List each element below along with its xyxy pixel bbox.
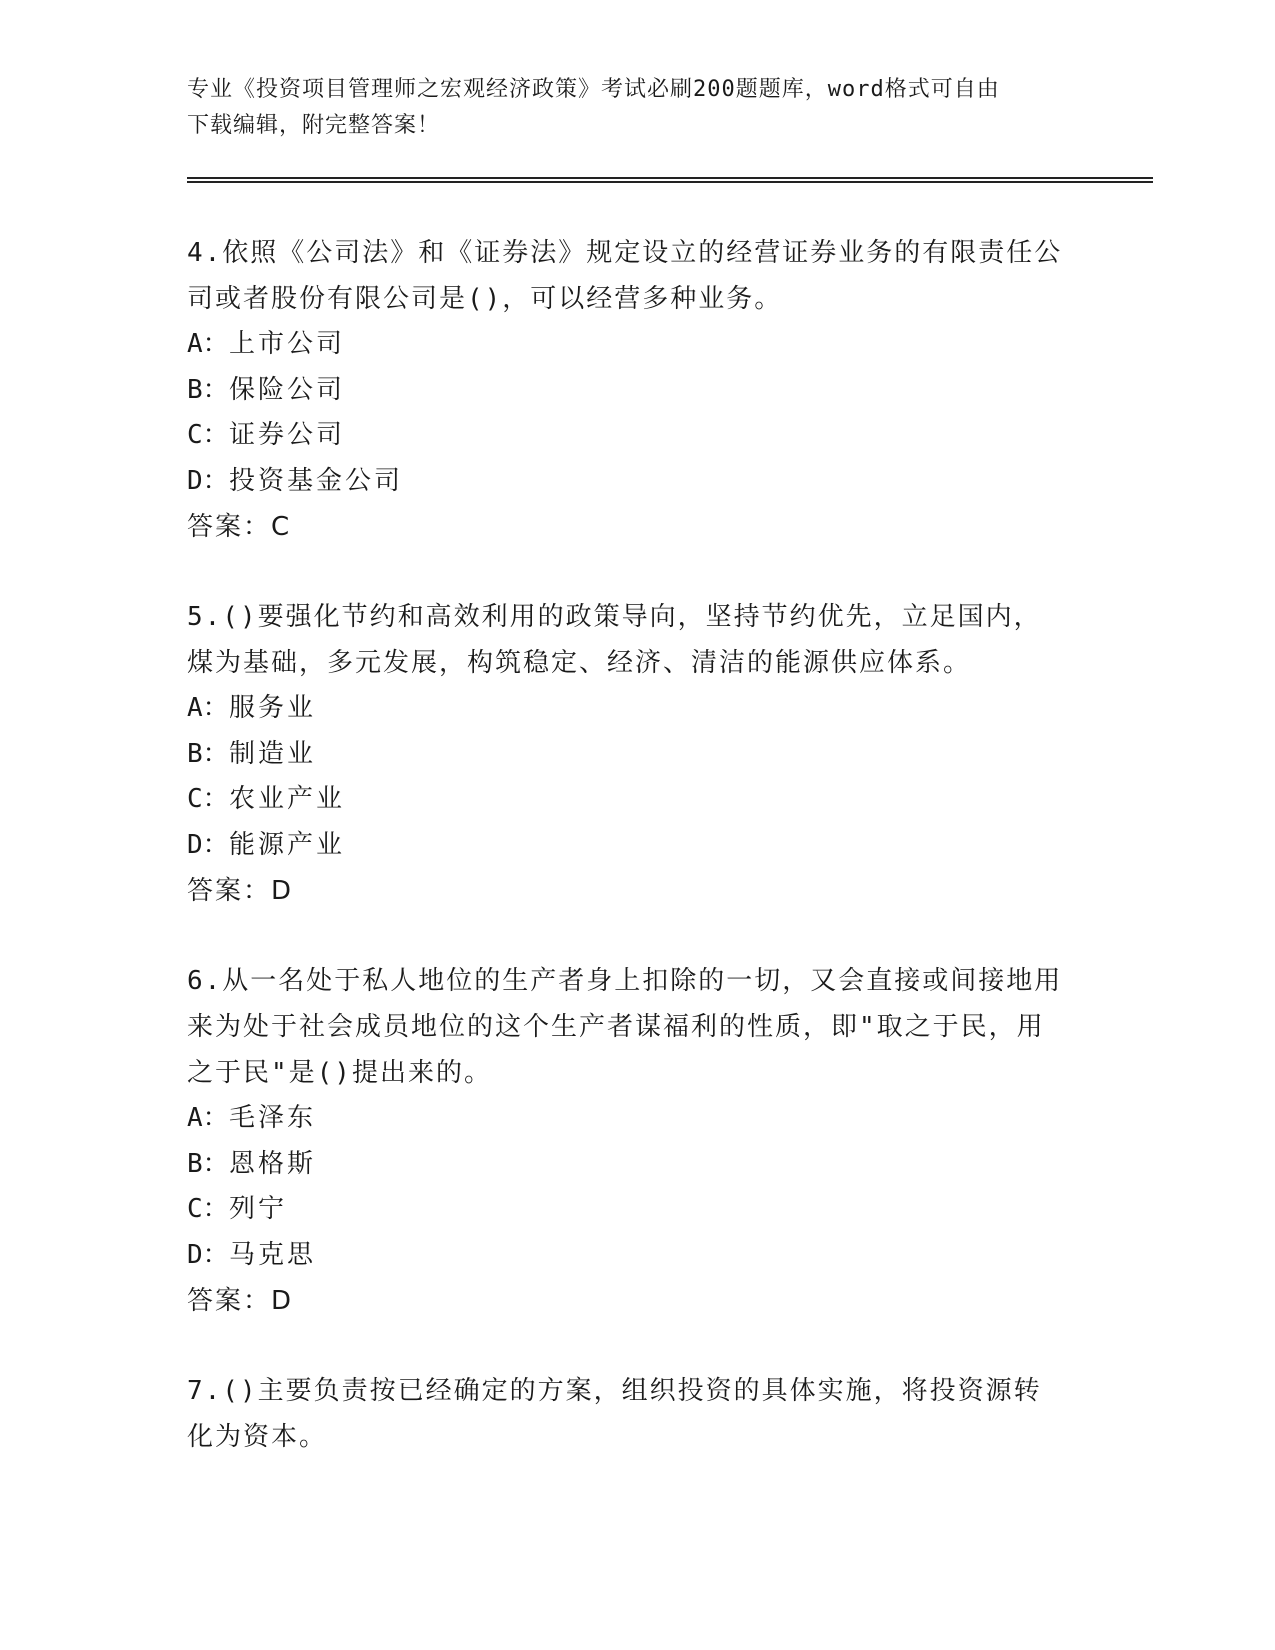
question-stem: 5.()要强化节约和高效利用的政策导向，坚持节约优先，立足国内，煤为基础，多元发展，构筑稳定、经济、清洁的能源供应体系。 (187, 602, 1042, 678)
question-stem: 6.从一名处于私人地位的生产者身上扣除的一切，又会直接或间接地用来为处于社会成员地位的这个生产者谋福利的性质，即"取之于民，用之于民"是()提出来的。 (187, 966, 1063, 1088)
question-6 (187, 958, 1067, 1324)
header-line-1: 专业《投资项目管理师之宏观经济政策》考试必刷200题题库，word格式可自由 (187, 77, 1000, 102)
option-key: D： (187, 829, 229, 860)
option-key: A： (187, 693, 229, 723)
option-key: C： (187, 420, 229, 450)
question-4 (187, 230, 1067, 550)
option-text: 毛泽东 (229, 1103, 317, 1133)
option-text: 恩格斯 (229, 1148, 317, 1179)
answer-label: 答案：D (187, 1286, 294, 1316)
option-key: C： (187, 784, 229, 814)
answer-label: 答案：C (187, 512, 292, 542)
answer-label: 答案：D (187, 876, 294, 906)
header-line-2: 下载编辑，附完整答案！ (187, 113, 441, 138)
option-key: C： (187, 1194, 229, 1224)
option-a (187, 1096, 1067, 1142)
question-5 (187, 594, 1067, 914)
option-text: 证券公司 (229, 420, 346, 450)
option-d (187, 823, 1067, 869)
option-key: B： (187, 374, 229, 405)
option-text: 投资基金公司 (229, 465, 404, 496)
question-stem: 7.()主要负责按已经确定的方案，组织投资的具体实施，将投资源转化为资本。 (187, 1376, 1042, 1452)
question-stem: 4.依照《公司法》和《证券法》规定设立的经营证券业务的有限责任公司或者股份有限公司是()，可以经营多种业务。 (187, 238, 1063, 314)
option-b (187, 1142, 1067, 1188)
page-header (187, 72, 1067, 144)
option-key: D： (187, 465, 229, 496)
option-key: D： (187, 1239, 229, 1270)
option-key: B： (187, 1148, 229, 1179)
option-text: 保险公司 (229, 374, 346, 405)
option-text: 马克思 (229, 1239, 317, 1270)
option-key: B： (187, 738, 229, 769)
option-text: 服务业 (229, 693, 317, 723)
question-list (187, 230, 1067, 1504)
option-a (187, 322, 1067, 368)
option-d (187, 1233, 1067, 1279)
option-b (187, 732, 1067, 778)
option-c (187, 1187, 1067, 1233)
option-c (187, 413, 1067, 459)
question-7 (187, 1368, 1067, 1460)
option-d (187, 459, 1067, 505)
option-text: 农业产业 (229, 784, 346, 814)
option-key: A： (187, 329, 229, 359)
option-text: 制造业 (229, 738, 317, 769)
option-b (187, 368, 1067, 414)
option-text: 能源产业 (229, 829, 346, 860)
option-text: 上市公司 (229, 329, 346, 359)
option-a (187, 686, 1067, 732)
option-key: A： (187, 1103, 229, 1133)
option-text: 列宁 (229, 1194, 288, 1224)
option-c (187, 777, 1067, 823)
header-divider (187, 177, 1153, 183)
